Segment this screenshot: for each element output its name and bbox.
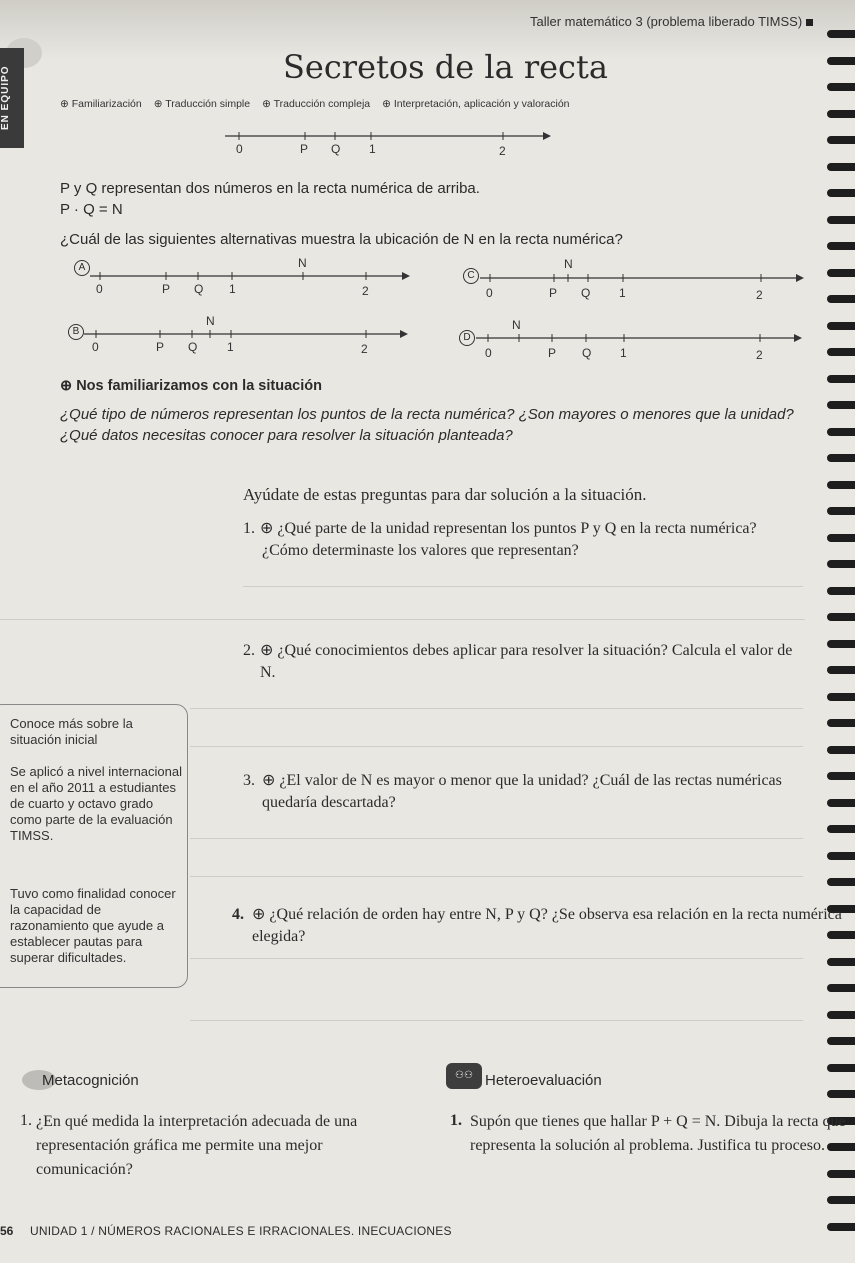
- binder-ring: [827, 1196, 855, 1204]
- answer-line[interactable]: [190, 708, 803, 709]
- binder-ring: [827, 1064, 855, 1072]
- main-label-2: 2: [499, 144, 506, 158]
- binder-ring: [827, 136, 855, 144]
- sidebar-title: Conoce más sobre la situación inicial: [10, 716, 133, 747]
- heteroevaluation-task: Supón que tienes que hallar P + Q = N. Dibuja la recta que representa la solución al problema. Justifica tu proceso.: [470, 1113, 846, 1154]
- binder-ring: [827, 30, 855, 38]
- binder-ring: [827, 401, 855, 409]
- metacognition-number: 1.: [20, 1112, 32, 1129]
- binder-ring: [827, 242, 855, 250]
- answer-line[interactable]: [190, 876, 803, 877]
- binder-ring: [827, 693, 855, 701]
- option-d-label-q: Q: [582, 346, 592, 360]
- option-c-label-1: 1: [619, 286, 626, 300]
- binder-ring: [827, 1037, 855, 1045]
- problem-statement: P y Q representan dos números en la recta numérica de arriba.: [60, 180, 480, 197]
- main-label-1: 1: [369, 142, 376, 156]
- option-a-label-0: 0: [96, 282, 103, 296]
- binder-ring: [827, 560, 855, 568]
- option-d-label-0: 0: [485, 346, 492, 360]
- option-a-label-1: 1: [229, 282, 236, 296]
- option-b-n-label: N: [206, 314, 215, 328]
- binder-ring: [827, 83, 855, 91]
- page-title: Secretos de la recta: [283, 48, 608, 86]
- binder-ring: [827, 984, 855, 992]
- binder-ring: [827, 534, 855, 542]
- option-c-label-0: 0: [486, 286, 493, 300]
- tag-traduccion-compleja: ⊕ Traducción compleja: [262, 98, 371, 110]
- binder-ring: [827, 348, 855, 356]
- people-group-icon: ⚇⚇: [446, 1063, 482, 1089]
- help-heading: Ayúdate de estas preguntas para dar solución a la situación.: [243, 485, 647, 504]
- binder-ring: [827, 1011, 855, 1019]
- option-b-label-1: 1: [227, 340, 234, 354]
- answer-line[interactable]: [190, 838, 803, 839]
- metacognition-heading: Metacognición: [42, 1072, 139, 1089]
- page-number: 56: [0, 1224, 14, 1238]
- sidebar-paragraph-1: Se aplicó a nivel internacional en el año 2011 a estudiantes de cuarto y octavo grado como parte de la evaluación TIMSS.: [10, 764, 182, 843]
- problem-equation: P · Q = N: [60, 201, 123, 218]
- binder-ring: [827, 825, 855, 833]
- option-d-label-p: P: [548, 346, 557, 360]
- binder-ring: [827, 640, 855, 648]
- option-b-marker[interactable]: B: [68, 324, 84, 340]
- binder-ring: [827, 189, 855, 197]
- binder-ring: [827, 958, 855, 966]
- option-b-label-0: 0: [92, 340, 99, 354]
- option-d-number-line: [476, 328, 806, 348]
- option-c-marker[interactable]: C: [463, 268, 479, 284]
- binder-ring: [827, 719, 855, 727]
- tag-traduccion-simple: ⊕ Traducción simple: [153, 98, 251, 110]
- binder-ring: [827, 613, 855, 621]
- heteroevaluation-heading: Heteroevaluación: [485, 1072, 602, 1089]
- familiarize-heading: ⊕ Nos familiarizamos con la situación: [60, 378, 322, 394]
- binder-ring: [827, 852, 855, 860]
- option-a-number-line: [90, 266, 410, 286]
- option-c-label-p: P: [549, 286, 558, 300]
- binder-ring: [827, 110, 855, 118]
- option-a-label-p: P: [162, 282, 171, 296]
- q2-number: 2.: [243, 642, 255, 659]
- binder-ring: [827, 322, 855, 330]
- answer-line[interactable]: [243, 586, 803, 587]
- sidebar-paragraph-2: Tuvo como finalidad conocer la capacidad de razonamiento que ayude a establecer pautas para superar dificultades.: [10, 886, 176, 965]
- skill-tags: [60, 98, 570, 110]
- binder-ring: [827, 1090, 855, 1098]
- option-c-label-2: 2: [756, 288, 763, 302]
- option-d-n-label: N: [512, 318, 521, 332]
- binder-ring: [827, 507, 855, 515]
- q3-number: 3.: [243, 772, 255, 789]
- binder-ring: [827, 746, 855, 754]
- answer-line[interactable]: [0, 619, 805, 620]
- option-b-label-q: Q: [188, 340, 198, 354]
- q2-text: ⊕ ¿Qué conocimientos debes aplicar para resolver la situación? Calcula el valor de N.: [260, 642, 793, 681]
- binder-ring: [827, 481, 855, 489]
- answer-line[interactable]: [190, 958, 803, 959]
- heteroevaluation-number: 1.: [450, 1112, 462, 1129]
- side-tab: EN EQUIPO: [0, 48, 24, 148]
- option-a-n-label: N: [298, 256, 307, 270]
- binder-ring: [827, 295, 855, 303]
- tag-familiarizacion: ⊕ Familiarización: [60, 98, 142, 110]
- q4-number: 4.: [232, 906, 244, 923]
- q3-text: ⊕ ¿El valor de N es mayor o menor que la unidad? ¿Cuál de las rectas numéricas quedaría descartada?: [262, 772, 782, 811]
- answer-line[interactable]: [190, 1020, 803, 1021]
- main-label-p: P: [300, 142, 309, 156]
- workshop-label: Taller matemático 3 (problema liberado TIMSS): [530, 14, 813, 29]
- binder-ring: [827, 454, 855, 462]
- answer-line[interactable]: [190, 746, 803, 747]
- option-a-label-2: 2: [362, 284, 369, 298]
- binder-ring: [827, 216, 855, 224]
- option-a-marker[interactable]: A: [74, 260, 90, 276]
- option-b-number-line: [84, 324, 409, 344]
- familiarize-text: ¿Qué tipo de números representan los puntos de la recta numérica? ¿Son mayores o menores que la unidad? ¿Qué datos necesitas conocer para resolver la situación planteada?: [60, 406, 794, 444]
- q1-text: ⊕ ¿Qué parte de la unidad representan los puntos P y Q en la recta numérica? ¿Cómo determinaste los valores que representan?: [260, 520, 757, 559]
- binder-ring: [827, 163, 855, 171]
- option-c-number-line: [480, 268, 805, 288]
- metacognition-question: ¿En qué medida la interpretación adecuada de una representación gráfica me permite una mejor comunicación?: [36, 1113, 358, 1178]
- problem-question: ¿Cuál de las siguientes alternativas muestra la ubicación de N en la recta numérica?: [60, 231, 623, 248]
- binder-ring: [827, 57, 855, 65]
- tag-interpretacion: ⊕ Interpretación, aplicación y valoración: [382, 98, 570, 110]
- binder-ring: [827, 772, 855, 780]
- binder-ring: [827, 587, 855, 595]
- main-label-0: 0: [236, 142, 243, 156]
- option-c-label-q: Q: [581, 286, 591, 300]
- binder-ring: [827, 269, 855, 277]
- option-d-label-2: 2: [756, 348, 763, 362]
- option-d-marker[interactable]: D: [459, 330, 475, 346]
- binder-ring: [827, 1170, 855, 1178]
- binder-ring: [827, 666, 855, 674]
- binder-ring: [827, 878, 855, 886]
- binder-ring: [827, 375, 855, 383]
- option-a-label-q: Q: [194, 282, 204, 296]
- option-b-label-2: 2: [361, 342, 368, 356]
- q1-number: 1.: [243, 520, 255, 537]
- binder-ring: [827, 799, 855, 807]
- main-label-q: Q: [331, 142, 341, 156]
- binder-ring: [827, 428, 855, 436]
- option-c-n-label: N: [564, 257, 573, 271]
- option-d-label-1: 1: [620, 346, 627, 360]
- q4-text: ⊕ ¿Qué relación de orden hay entre N, P y Q? ¿Se observa esa relación en la recta numérica elegida?: [252, 906, 842, 945]
- binder-ring: [827, 1223, 855, 1231]
- unit-footer: UNIDAD 1 / NÚMEROS RACIONALES E IRRACIONALES. INECUACIONES: [30, 1224, 452, 1238]
- option-b-label-p: P: [156, 340, 165, 354]
